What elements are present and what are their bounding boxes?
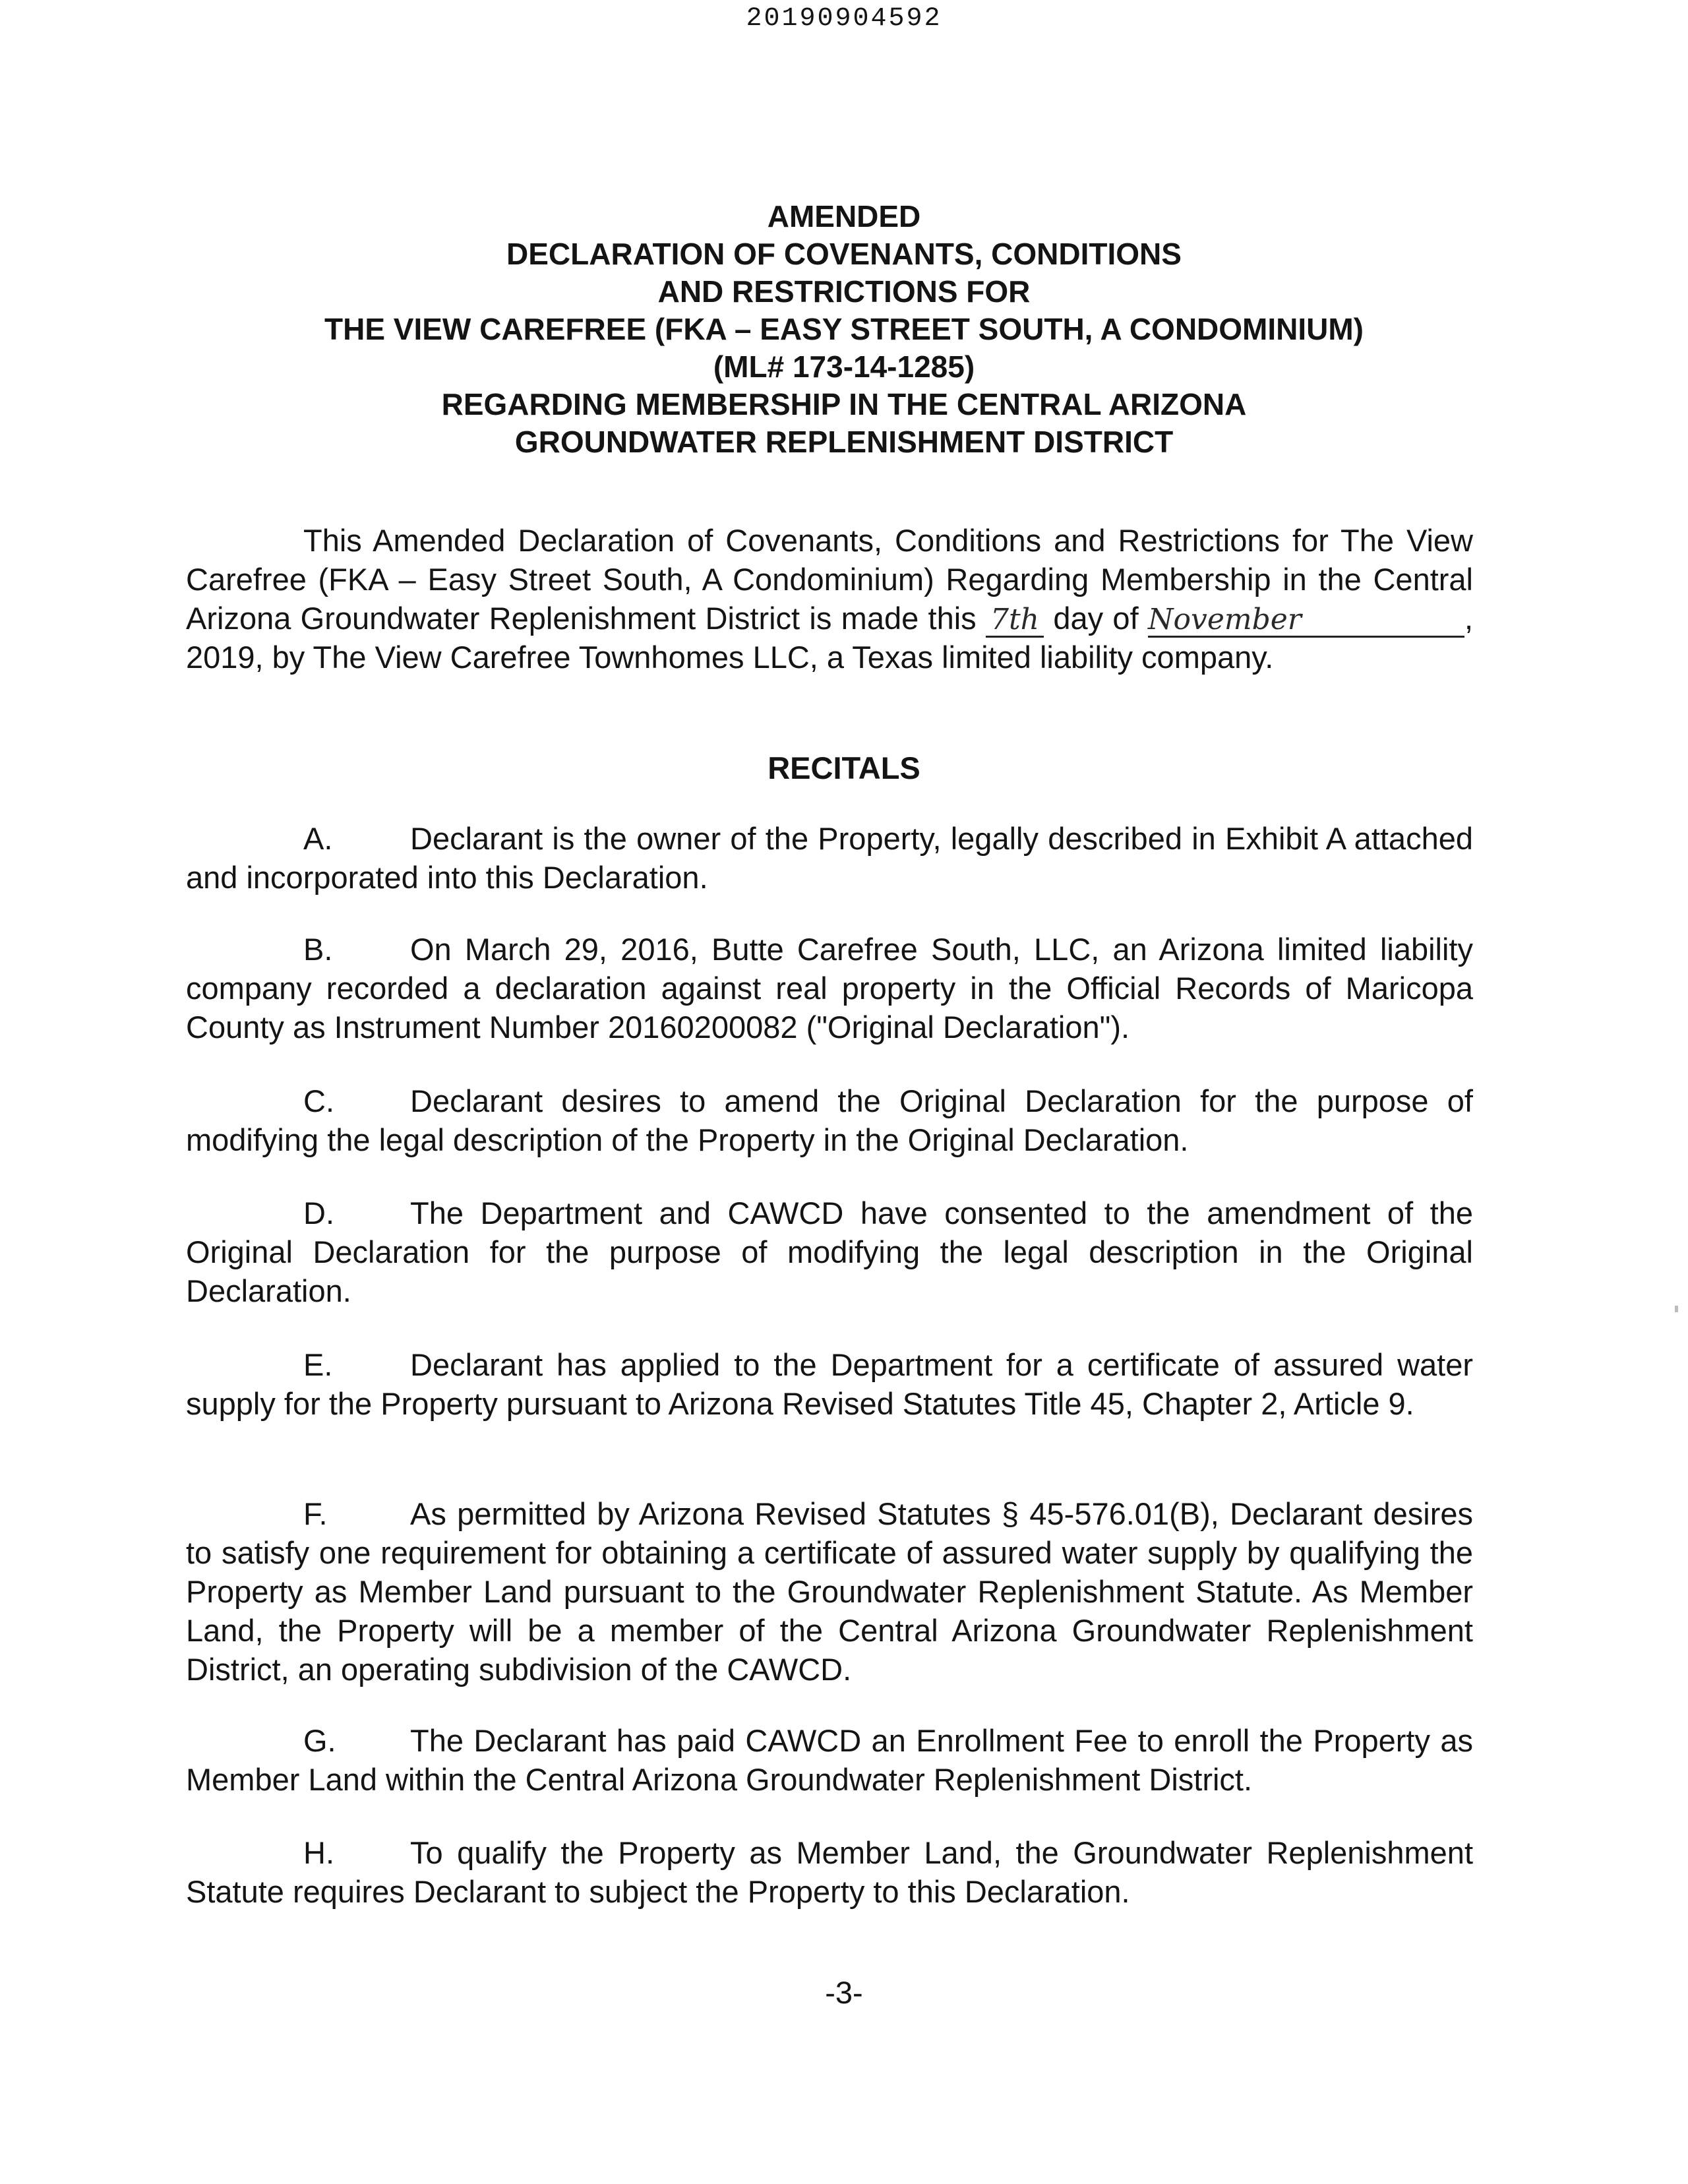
recital-c [186, 1081, 1473, 1159]
recital-text: The Department and CAWCD have consented to the amendment of the Original Declaration for the purpose of modifying the legal description in the Original Declaration. [186, 1196, 1473, 1308]
page-number: -3- [825, 1975, 863, 2010]
recitals-heading: RECITALS [768, 750, 920, 785]
scan-mark [1675, 1306, 1678, 1312]
recital-letter: B. [303, 932, 333, 967]
recital-e [186, 1345, 1473, 1423]
title-line: DECLARATION OF COVENANTS, CONDITIONS [506, 237, 1182, 271]
title-line: (ML# 173-14-1285) [713, 349, 975, 384]
intro-text: This Amended Declaration of Covenants, Conditions and Restrictions for The View Carefree (FKA – Easy Street South, A Condominium) Regarding Membership in the Central Arizona Groundwater Replenishment District is made this [186, 523, 1473, 636]
recital-text: Declarant desires to amend the Original Declaration for the purpose of modifying the legal description of the Property in the Original Declaration. [186, 1083, 1473, 1157]
intro-text-day-of: day of [1053, 601, 1139, 636]
recital-d [186, 1194, 1473, 1310]
recital-text: Declarant is the owner of the Property, legally described in Exhibit A attached and incorporated into this Declaration. [186, 821, 1473, 895]
recital-h [186, 1833, 1473, 1911]
intro-text-end: , 2019, by The View Carefree Townhomes LLC, a Texas limited liability company. [186, 601, 1474, 675]
recital-text: As permitted by Arizona Revised Statutes § 45-576.01(B), Declarant desires to satisfy one requirement for obtaining a certificate of assured water supply by qualifying the Property as Member Land pursuant to the Groundwater Replenishment Statute. As Member Land, the Property will be a member of the Central Arizona Groundwater Replenishment District, an operating subdivision of the CAWCD. [186, 1496, 1473, 1687]
title-line: THE VIEW CAREFREE (FKA – EASY STREET SOUTH, A CONDOMINIUM) [324, 312, 1364, 346]
recital-letter: C. [303, 1083, 334, 1118]
recital-letter: G. [303, 1723, 336, 1758]
recital-letter: E. [303, 1347, 333, 1382]
title-line: AMENDED [767, 199, 921, 233]
handwritten-day: 7th [986, 604, 1044, 638]
recital-letter: A. [303, 821, 333, 856]
handwritten-month: November [1148, 604, 1464, 638]
title-line: GROUNDWATER REPLENISHMENT DISTRICT [514, 425, 1174, 459]
recital-text: Declarant has applied to the Department for a certificate of assured water supply for the Property pursuant to Arizona Revised Statutes Title 45, Chapter 2, Article 9. [186, 1347, 1473, 1421]
intro-paragraph [186, 521, 1473, 677]
recital-text: The Declarant has paid CAWCD an Enrollment Fee to enroll the Property as Member Land within the Central Arizona Groundwater Replenishment District. [186, 1723, 1473, 1797]
recital-g [186, 1721, 1473, 1799]
recital-text: To qualify the Property as Member Land, the Groundwater Replenishment Statute requires Declarant to subject the Property to this Declaration. [186, 1835, 1473, 1909]
recital-a [186, 819, 1473, 897]
recital-text: On March 29, 2016, Butte Carefree South, LLC, an Arizona limited liability company recorded a declaration against real property in the Official Records of Maricopa County as Instrument Number 20160200082 ("Original Declaration"). [186, 932, 1473, 1045]
recording-number: 20190904592 [746, 4, 942, 34]
recital-f [186, 1494, 1473, 1689]
document-title [185, 198, 1503, 461]
title-line: AND RESTRICTIONS FOR [657, 274, 1031, 309]
recital-letter: F. [303, 1496, 328, 1531]
recital-letter: H. [303, 1835, 334, 1870]
title-line: REGARDING MEMBERSHIP IN THE CENTRAL ARIZONA [441, 387, 1247, 421]
recital-letter: D. [303, 1196, 334, 1230]
recital-b [186, 930, 1473, 1046]
